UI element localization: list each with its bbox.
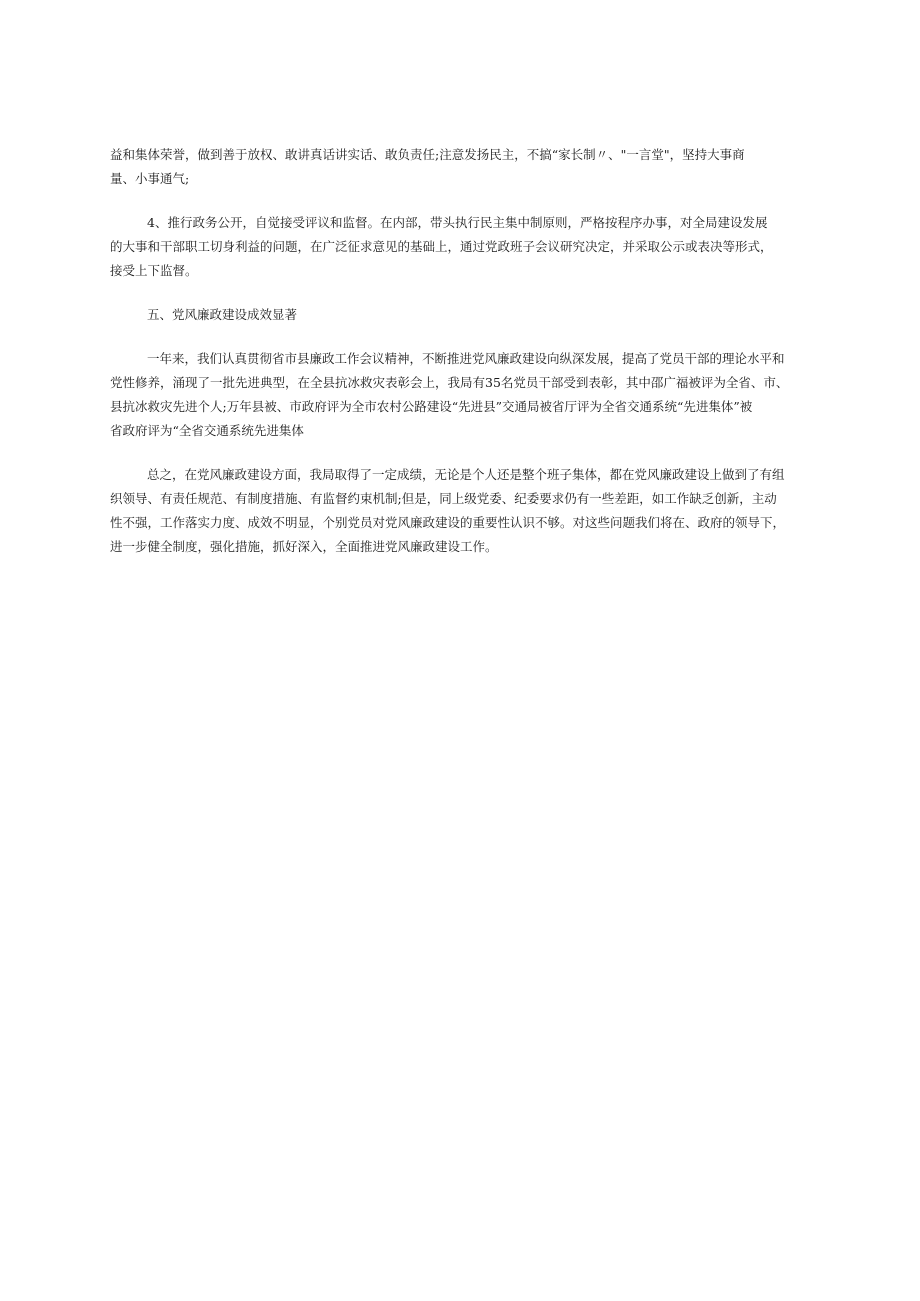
- text-line: 总之，在党风廉政建设方面，我局取得了一定成绩，无论是个人还是整个班子集体，都在党风廉政建设上做到了有组: [147, 467, 785, 482]
- paragraph-achievements: [110, 347, 822, 443]
- paragraph-democracy: [110, 143, 822, 191]
- text-line: 党性修养，涌现了一批先进典型，在全县抗冰救灾表彰会上，我局有35名党员干部受到表彰，其中邵广福被评为全省、市、: [110, 375, 789, 390]
- document-body: [110, 143, 822, 579]
- text-line: 性不强，工作落实力度、成效不明显，个别党员对党风廉政建设的重要性认识不够。对这些问题我们将在、政府的领导下，: [110, 515, 786, 530]
- paragraph-government-affairs: [110, 211, 822, 283]
- text-line: 织领导、有责任规范、有制度措施、有监督约束机制;但是，同上级党委、纪委要求仍有一些差距，如工作缺乏创新，主动: [110, 491, 777, 506]
- text-line: 进一步健全制度，强化措施，抓好深入，全面推进党风廉政建设工作。: [110, 539, 498, 554]
- text-line: 接受上下监督。: [110, 263, 198, 278]
- text-line: 县抗冰救灾先进个人;万年县被、市政府评为全市农村公路建设“先进县”交通局被省厅评为全省交通系统“先进集体”被: [110, 399, 753, 414]
- text-line: 一年来，我们认真贯彻省市县廉政工作会议精神，不断推进党风廉政建设向纵深发展，提高了党员干部的理论水平和: [147, 351, 785, 366]
- text-line: 4、推行政务公开，自觉接受评议和监督。在内部，带头执行民主集中制原则，严格按程序办事，对全局建设发展: [147, 215, 768, 230]
- section-heading-five: 五、党风廉政建设成效显著: [147, 307, 298, 322]
- text-line: 量、小事通气;: [110, 171, 190, 186]
- paragraph-summary: [110, 463, 822, 559]
- text-line: 的大事和干部职工切身利益的问题，在广泛征求意见的基础上，通过党政班子会议研究决定，并采取公示或表决等形式，: [110, 239, 773, 254]
- text-line: 益和集体荣誉，做到善于放权、敢讲真话讲实话、敢负责任;注意发扬民主，不搞“家长制〃、"一言堂"，坚持大事商: [110, 147, 745, 162]
- text-line: 省政府评为“全省交通系统先进集体: [110, 423, 304, 438]
